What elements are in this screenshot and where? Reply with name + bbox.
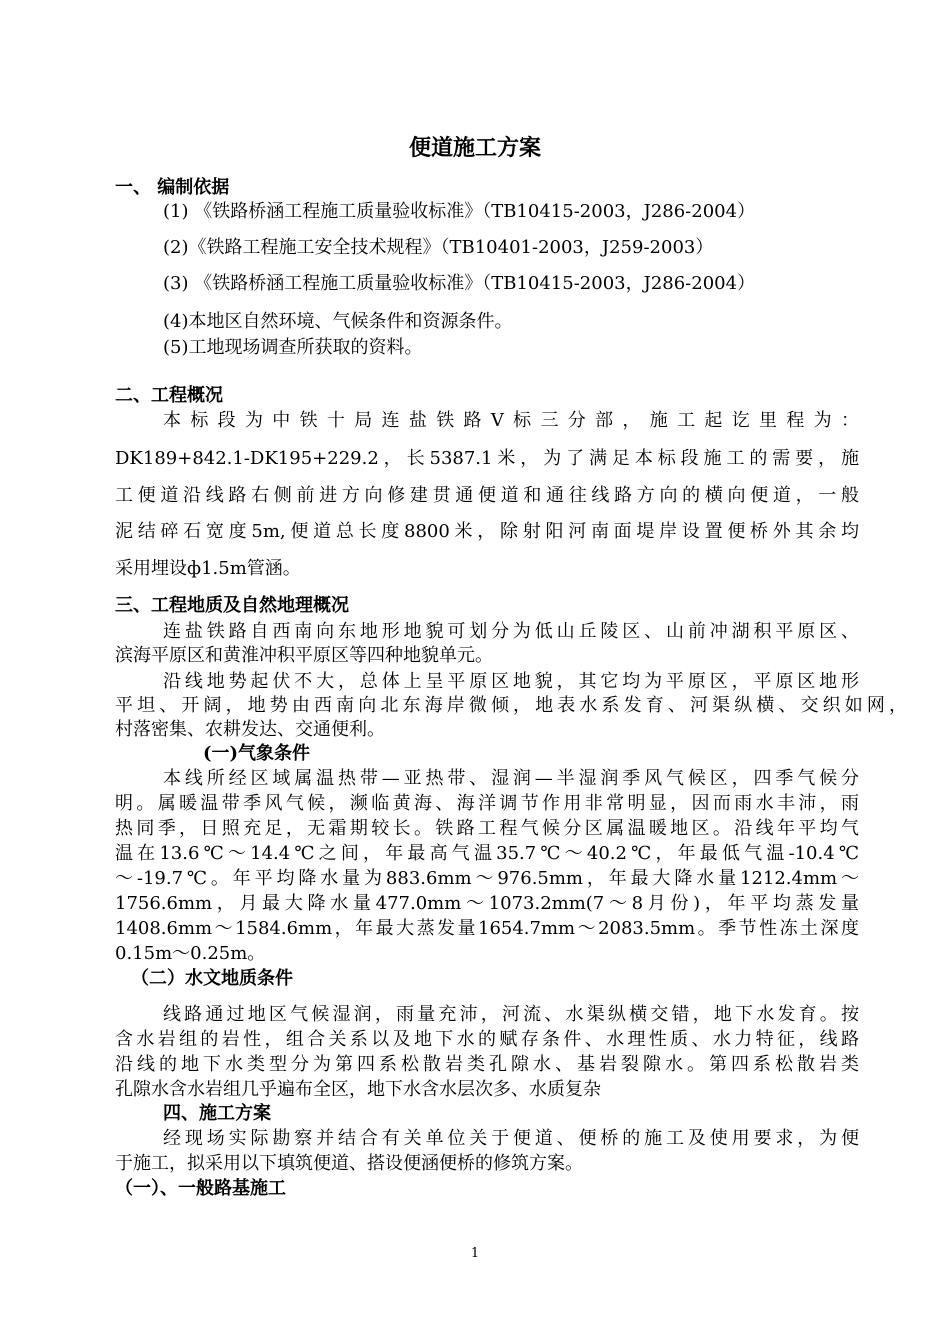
hydrogeology-line-1: 线路通过地区气候湿润，雨量充沛，河流、水渠纵横交错，地下水发育。按 <box>163 1004 859 1025</box>
geology-line-4: 平坦、开阔，地势由西南向北东海岸微倾，地表水系发育、河渠纵横、交织如网， <box>115 695 907 716</box>
hydrogeology-line-2: 含水岩组的岩性，组合关系以及地下水的赋存条件、水理性质、水力特征，线路 <box>115 1029 859 1050</box>
plan-line-1: 经现场实际勘察并结合有关单位关于便道、便桥的施工及使用要求，为便 <box>163 1128 859 1149</box>
document-title: 便道施工方案 <box>408 135 541 161</box>
overview-line-5: 采用埋设ф1.5m管涵。 <box>115 558 301 579</box>
climate-subheading: (一)气象条件 <box>203 743 311 764</box>
overview-line-3: 工便道沿线路右侧前进方向修建贯通便道和通往线路方向的横向便道，一般 <box>115 485 859 506</box>
climate-line-1: 本线所经区域属温热带—亚热带、湿润—半湿润季风气候区，四季气候分 <box>163 768 859 789</box>
geology-line-2: 滨海平原区和黄淮冲积平原区等四种地貌单元。 <box>115 645 493 666</box>
geology-line-3: 沿线地势起伏不大，总体上呈平原区地貌，其它均为平原区，平原区地形 <box>163 671 859 692</box>
reference-item-5: (5)工地现场调查所获取的资料。 <box>163 337 423 358</box>
climate-line-6: 1756.6mm，月最大降水量477.0mm～1073.2mm(7～8月份)，年平均蒸发量 <box>115 893 859 914</box>
overview-line-2: DK189+842.1-DK195+229.2，长5387.1米，为了满足本标段施工的需要，施 <box>115 448 859 469</box>
climate-line-5: ～-19.7℃。年平均降水量为883.6mm～976.5mm，年最大降水量1212.4mm～ <box>115 868 859 889</box>
climate-line-3: 热同季，日照充足，无霜期较长。铁路工程气候分区属温暖地区。沿线年平均气 <box>115 818 859 839</box>
reference-item-4: (4)本地区自然环境、气候条件和资源条件。 <box>163 311 513 332</box>
reference-item-1: (1) 《铁路桥涵工程施工质量验收标准》（TB10415-2003，J286-2004） <box>163 201 756 222</box>
climate-line-2: 明。属暖温带季风气候，濒临黄海、海洋调节作用非常明显，因而雨水丰沛，雨 <box>115 793 859 814</box>
overview-line-1: 本标段为中铁十局连盐铁路V标三分部，施工起讫里程为： <box>163 410 859 431</box>
plan-line-2: 于施工，拟采用以下填筑便道、搭设便涵便桥的修筑方案。 <box>115 1153 583 1174</box>
section-1-heading: 一、 编制依据 <box>115 177 230 198</box>
hydrogeology-subheading: （二）水文地质条件 <box>131 968 293 989</box>
reference-item-3: (3) 《铁路桥涵工程施工质量验收标准》（TB10415-2003，J286-2004） <box>163 273 756 294</box>
section-3-heading: 三、工程地质及自然地理概况 <box>115 595 349 616</box>
geology-line-1: 连盐铁路自西南向东地形地貌可划分为低山丘陵区、山前冲湖积平原区、 <box>163 621 859 642</box>
hydrogeology-line-3: 沿线的地下水类型分为第四系松散岩类孔隙水、基岩裂隙水。第四系松散岩类 <box>115 1054 859 1075</box>
section-4-heading: 四、施工方案 <box>163 1103 271 1124</box>
climate-line-4: 温在13.6℃～14.4℃之间，年最高气温35.7℃～40.2℃，年最低气温-10.4℃ <box>115 843 859 864</box>
geology-line-5: 村落密集、农耕发达、交通便利。 <box>115 719 385 740</box>
roadbed-subheading: （一）、一般路基施工 <box>115 1178 286 1199</box>
section-2-heading: 二、工程概况 <box>115 385 223 406</box>
climate-line-8: 0.15m～0.25m。 <box>115 943 266 964</box>
hydrogeology-line-4: 孔隙水含水岩组几乎遍布全区，地下水含水层次多、水质复杂 <box>115 1079 601 1100</box>
reference-item-2: (2)《铁路工程施工安全技术规程》（TB10401-2003，J259-2003） <box>163 237 714 258</box>
climate-line-7: 1408.6mm～1584.6mm，年最大蒸发量1654.7mm～2083.5mm。季节性冻土深度 <box>115 918 859 939</box>
page-number: 1 <box>470 1246 480 1261</box>
overview-line-4: 泥结碎石宽度5m,便道总长度8800米，除射阳河南面堤岸设置便桥外其余均 <box>115 521 859 542</box>
